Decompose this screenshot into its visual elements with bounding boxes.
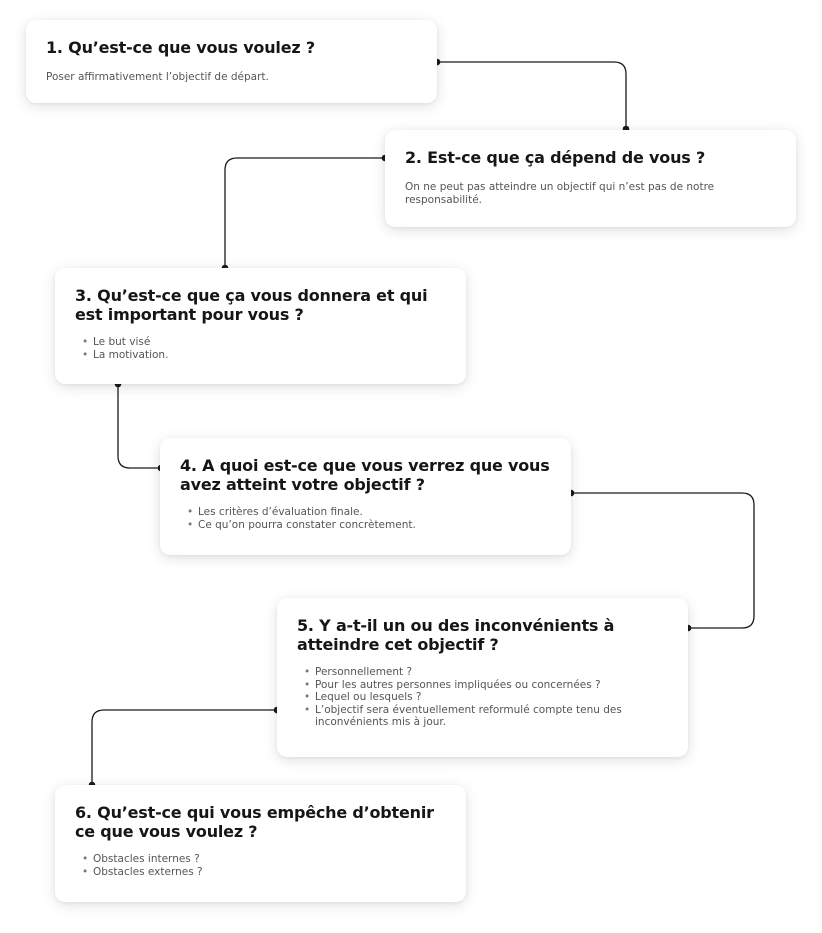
step-bullet: • L’objectif sera éventuellement reformulé compte tenu des inconvénients mis à jour.	[315, 704, 668, 729]
step-bullet: • Le but visé	[93, 336, 446, 349]
step-bullet: • La motivation.	[93, 349, 446, 362]
connector-1-to-2	[437, 62, 626, 129]
step-bullet-list	[75, 336, 446, 361]
step-bullet: • Obstacles externes ?	[93, 866, 446, 879]
step-bullet: • Les critères d’évaluation finale.	[198, 506, 551, 519]
step-card-3	[55, 268, 466, 384]
connector-5-to-6	[92, 710, 277, 785]
step-title: 2. Est-ce que ça dépend de vous ?	[405, 148, 706, 167]
step-description: Poser affirmativement l’objectif de départ.	[46, 71, 269, 83]
step-bullet-list	[75, 853, 446, 878]
step-title: 5. Y a-t-il un ou des inconvénients à atteindre cet objectif ?	[297, 616, 615, 654]
connector-3-to-4	[118, 384, 161, 468]
step-card-1	[26, 20, 437, 103]
step-bullet-list	[180, 506, 551, 531]
step-title: 4. A quoi est-ce que vous verrez que vous avez atteint votre objectif ?	[180, 456, 550, 494]
step-bullet: • Pour les autres personnes impliquées ou concernées ?	[315, 679, 668, 692]
step-bullet: • Lequel ou lesquels ?	[315, 691, 668, 704]
step-card-4	[160, 438, 571, 555]
step-card-6	[55, 785, 466, 902]
step-bullet-list	[297, 666, 668, 729]
step-title: 6. Qu’est-ce qui vous empêche d’obtenir ce que vous voulez ?	[75, 803, 434, 841]
step-title: 1. Qu’est-ce que vous voulez ?	[46, 38, 315, 57]
step-bullet: • Ce qu’on pourra constater concrètement.	[198, 519, 551, 532]
step-card-2	[385, 130, 796, 227]
step-card-5	[277, 598, 688, 757]
step-description: On ne peut pas atteindre un objectif qui n’est pas de notre responsabilité.	[405, 181, 715, 206]
step-bullet: • Personnellement ?	[315, 666, 668, 679]
connector-2-to-3	[225, 158, 385, 268]
step-title: 3. Qu’est-ce que ça vous donnera et qui est important pour vous ?	[75, 286, 428, 324]
step-bullet: • Obstacles internes ?	[93, 853, 446, 866]
